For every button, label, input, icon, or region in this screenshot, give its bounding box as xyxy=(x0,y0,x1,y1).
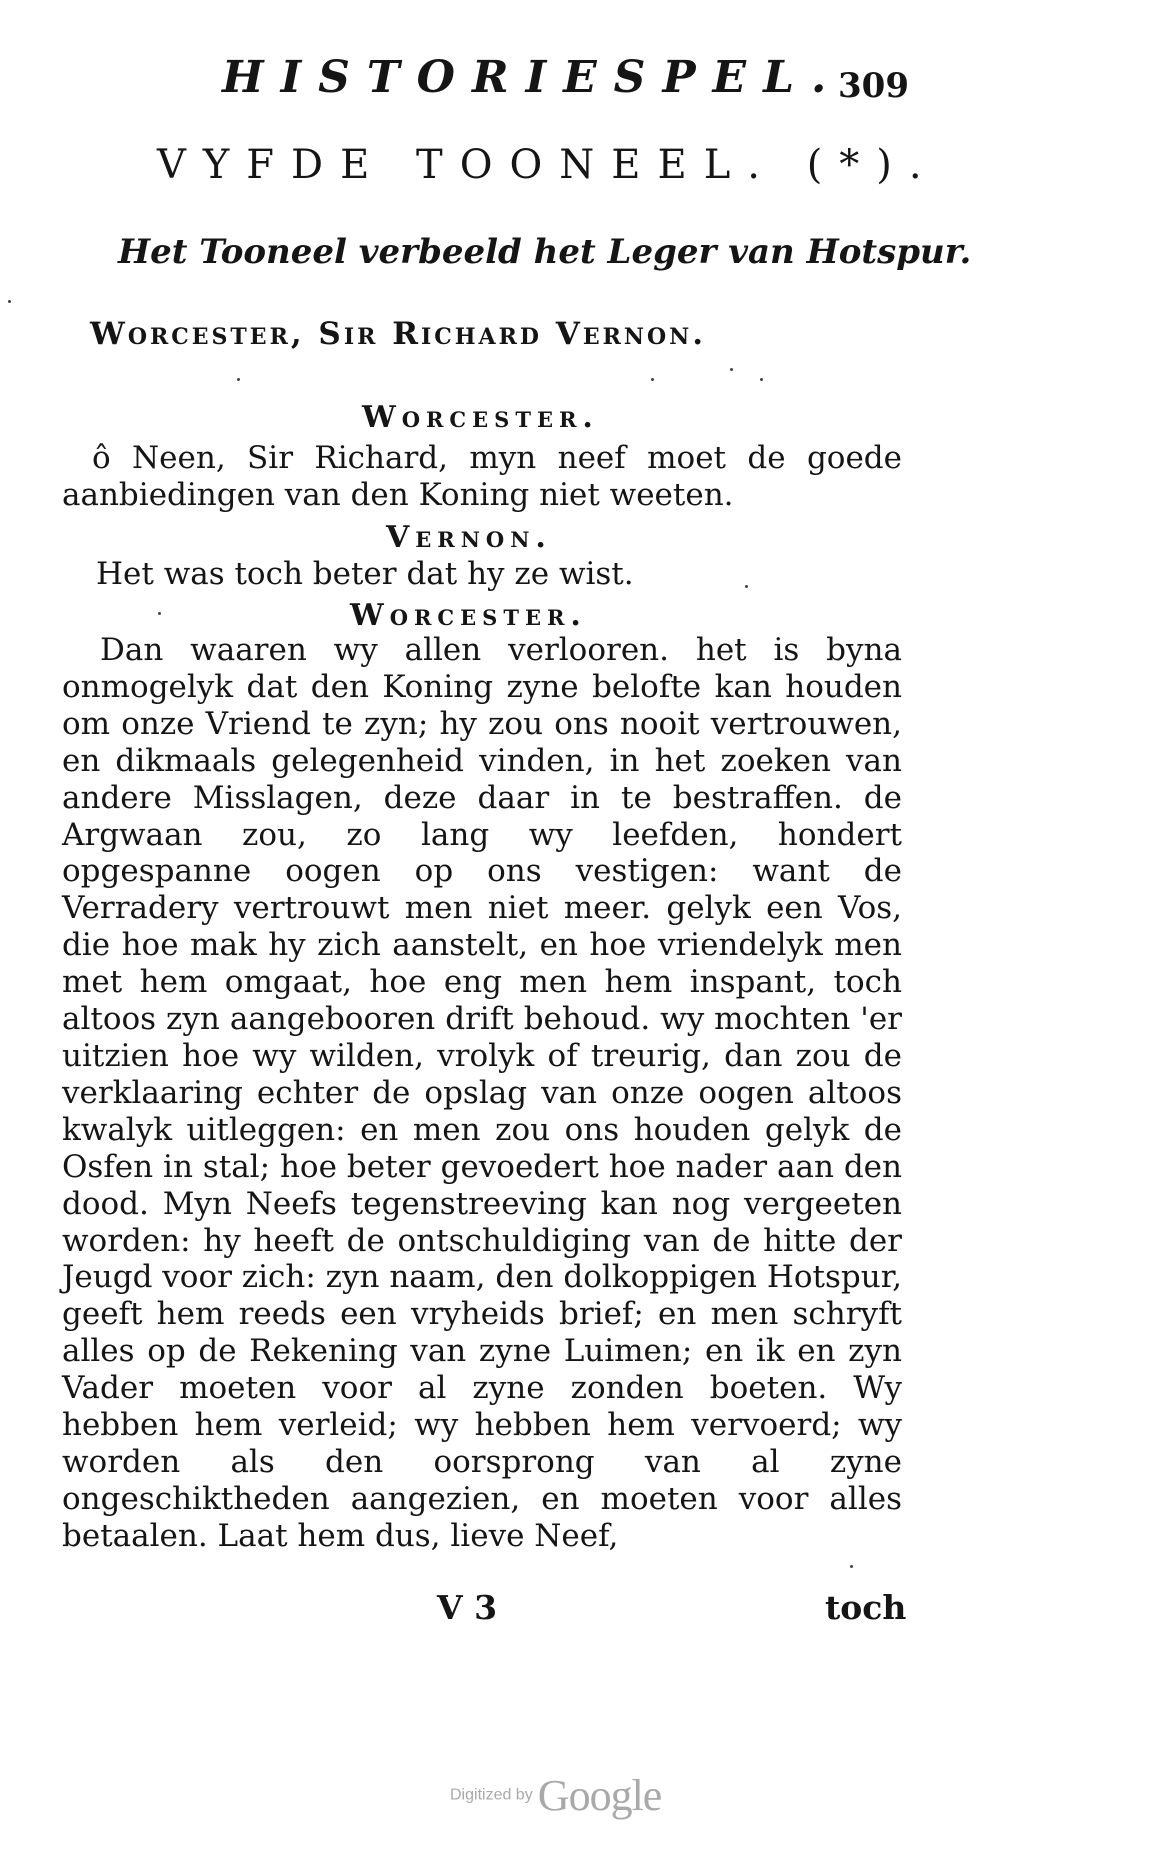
speaker-name: Vernon. xyxy=(386,520,552,555)
signature-mark: V 3 xyxy=(437,1588,498,1627)
scene-setting: Het Tooneel verbeeld het Leger van Hotspur. xyxy=(118,232,972,272)
scene-title: VYFDE TOONEEL. (*). xyxy=(157,142,939,188)
speaker-name: Worcester. xyxy=(362,400,599,435)
digitized-watermark xyxy=(450,1770,661,1821)
page-number: 309 xyxy=(838,66,909,106)
speech-text: ô Neen, Sir Richard, myn neef moet de goede aanbiedingen van den Koning niet weeten. xyxy=(62,440,902,513)
speech-text: Dan waaren wy allen verlooren. het is byna onmogelyk dat den Koning zyne belofte kan houden om onze Vriend te zyn; hy zou ons nooit vertrouwen, en dikmaals gelegenheid vinden, in het zoeken van andere Misslagen, deze daar in te bestraffen. de Argwaan zou, zo lang wy leefden, hondert opgespanne oogen op ons vestigen: want de Verradery vertrouwt men niet meer. gelyk een Vos, die hoe mak hy zich aanstelt, en hoe vriendelyk men met hem omgaat, hoe eng men hem inspant, toch altoos zyn aangebooren drift behoud. wy mochten 'er uitzien hoe wy wilden, vrolyk of treurig, dan zou de verklaaring echter de opslag van onze oogen altoos kwalyk uitleggen: en men zou ons houden gelyk de Osfen in stal; hoe beter gevoedert hoe nader aan den dood. Myn Neefs tegenstreeving kan nog vergeeten worden: hy heeft de ontschuldiging van de hitte der Jeugd voor zich: zyn naam, den dolkoppigen Hotspur, geeft hem reeds een vryheids brief; en men schryft alles op de Rekening van zyne Luimen; en ik en zyn Vader moeten voor al zyne zonden boeten. Wy hebben hem verleid; wy hebben hem vervoerd; wy worden als den oorsprong van al zyne ongeschiktheden aangezien, en moeten voor alles betaalen. Laat hem dus, lieve Neef, xyxy=(62,632,902,1554)
character-list: Worcester, Sir Richard Vernon. xyxy=(90,316,707,352)
running-title: HISTORIESPEL. xyxy=(222,52,844,103)
speaker-name: Worcester. xyxy=(350,598,587,633)
google-logo: Google xyxy=(537,1771,662,1820)
watermark-prefix: Digitized by xyxy=(450,1786,533,1804)
catchword: toch xyxy=(825,1588,907,1627)
speech-text: Het was toch beter dat hy ze wist. xyxy=(96,556,634,592)
